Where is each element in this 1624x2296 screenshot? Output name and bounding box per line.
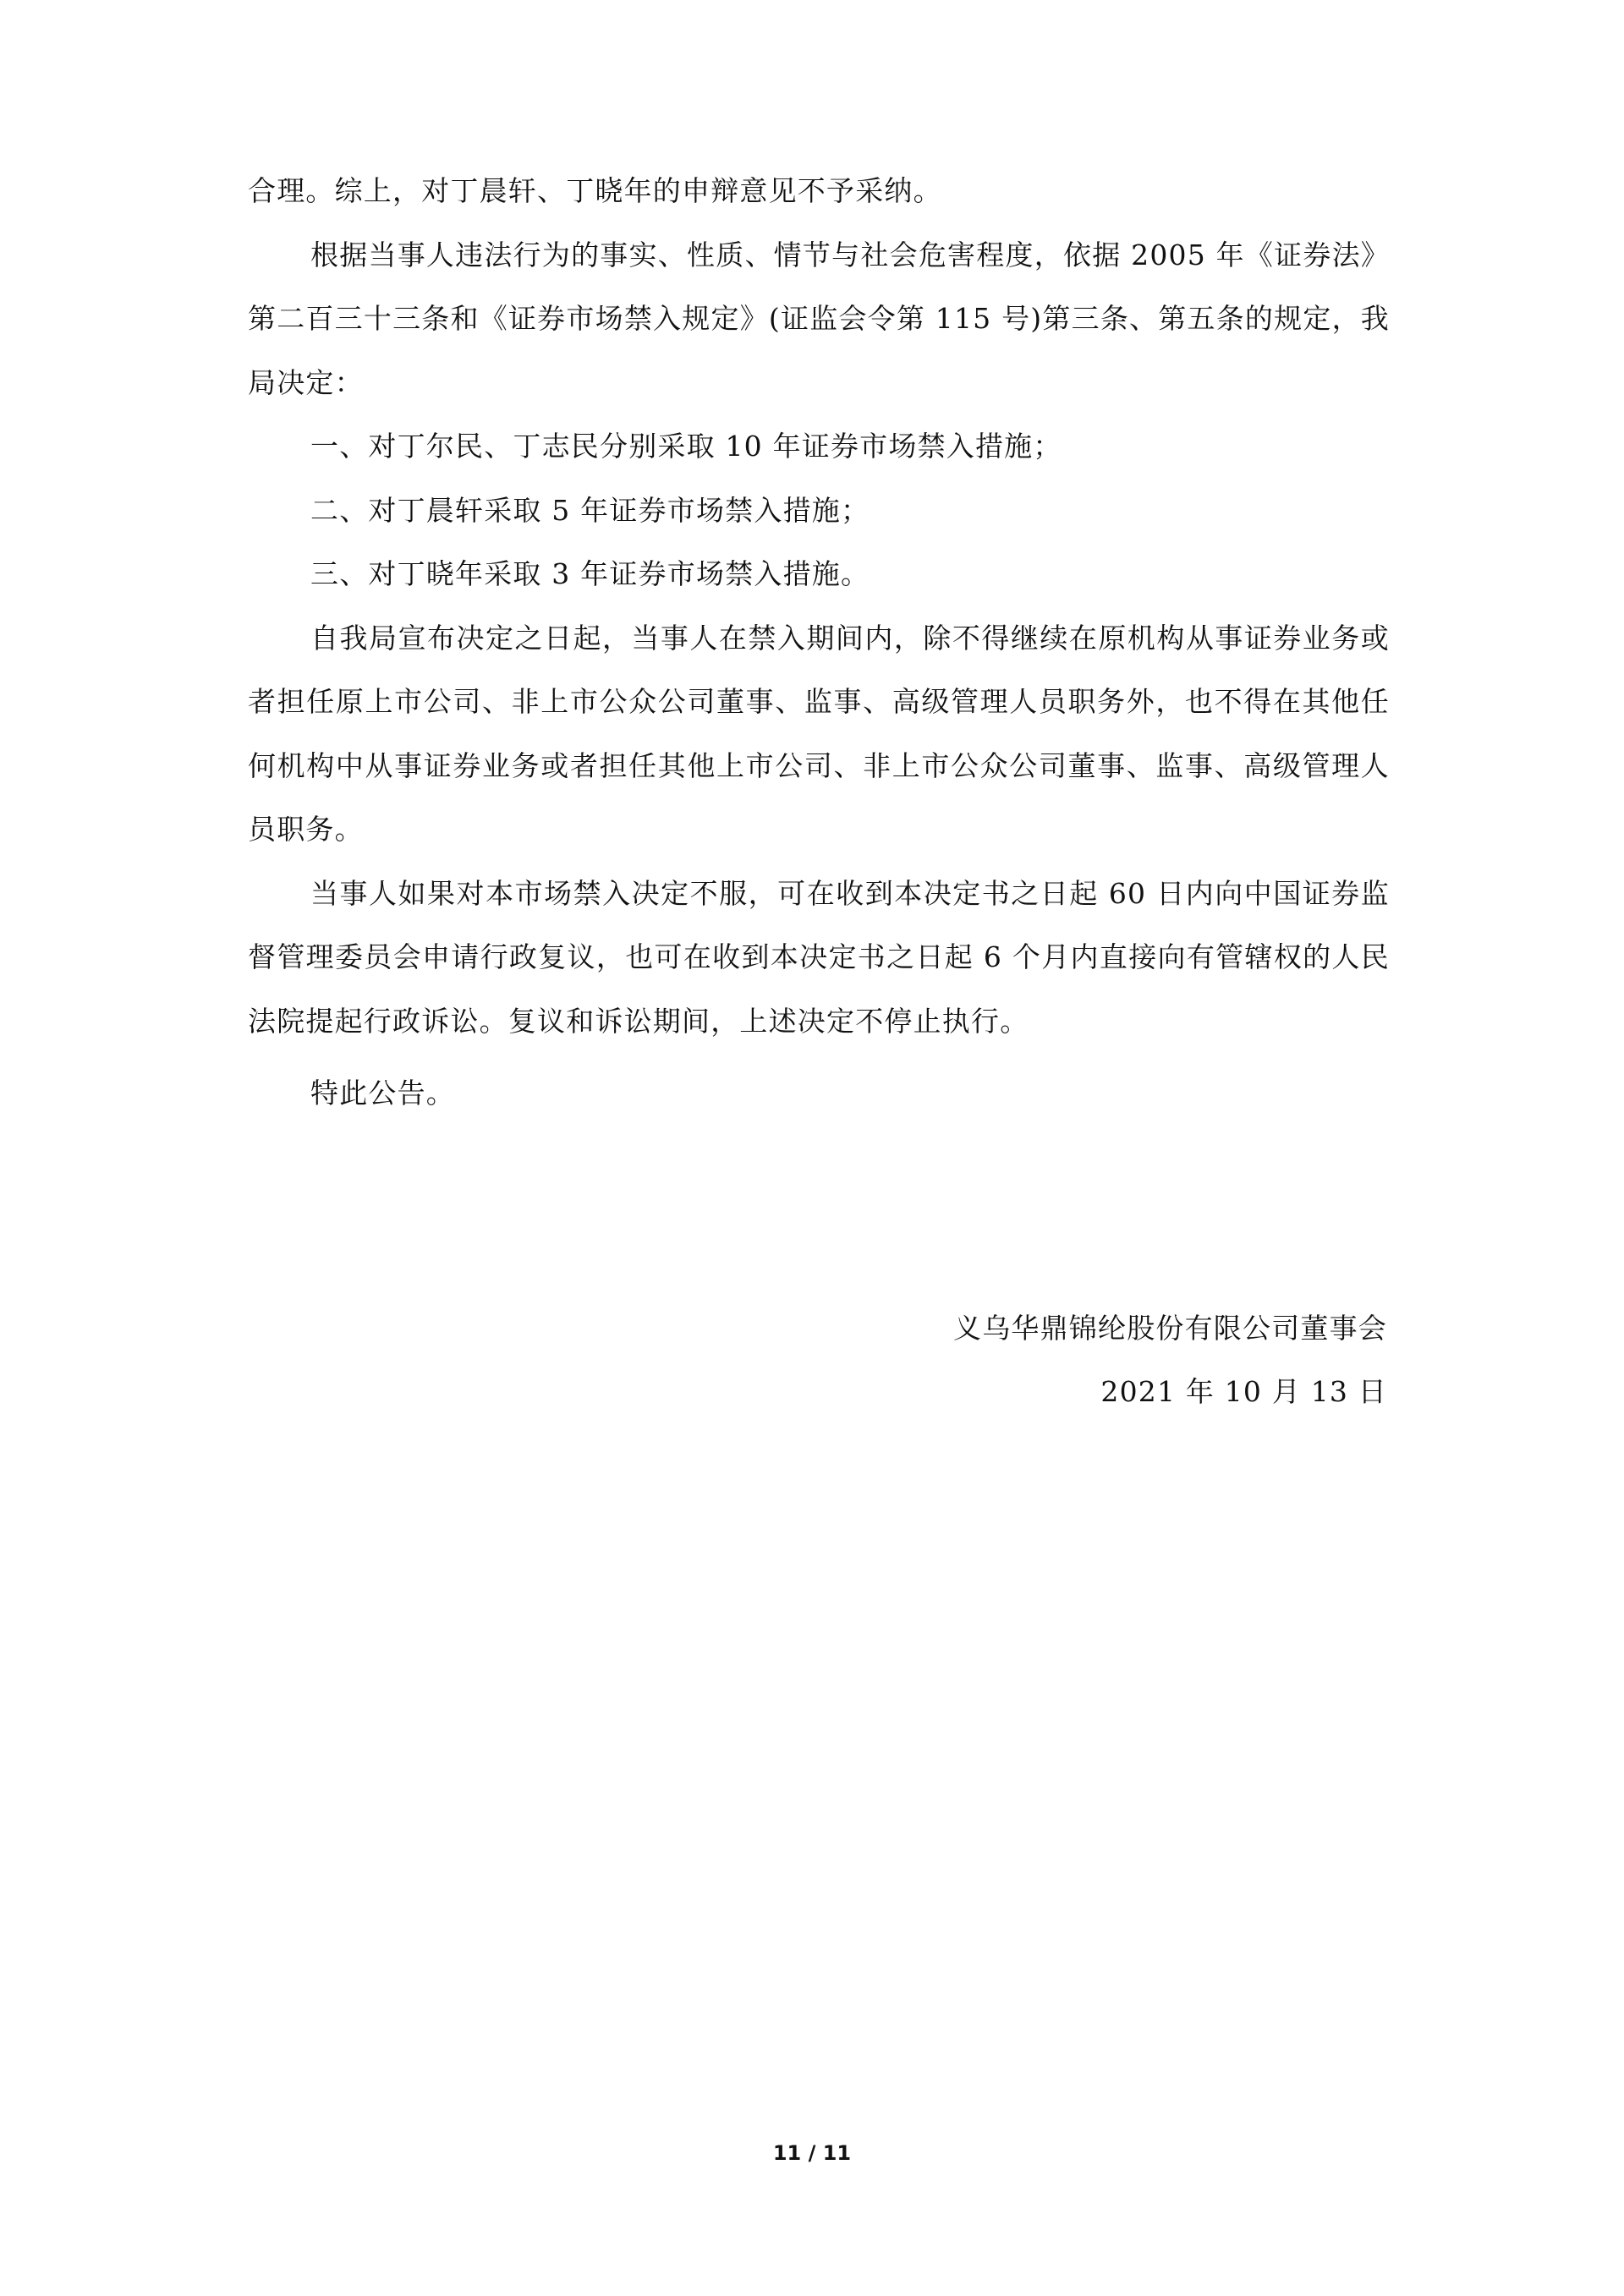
paragraph-announcement: 特此公告。 [310,1077,455,1110]
paragraph-appeal: 当事人如果对本市场禁入决定不服，可在收到本决定书之日起 60 日内向中国证券监督管理委员会申请行政复议，也可在收到本决定书之日起 6 个月内直接向有管辖权的人民法院提起行政诉讼。复议和诉讼期间，上述决定不停止执行。 [248,876,1390,1038]
paragraph-ban-scope: 自我局宣布决定之日起，当事人在禁入期间内，除不得继续在原机构从事证券业务或者担任原上市公司、非上市公众公司董事、监事、高级管理人员职务外，也不得在其他任何机构中从事证券业务或者担任其他上市公司、非上市公众公司董事、监事、高级管理人员职务。 [248,621,1390,846]
signature-organization: 义乌华鼎锦纶股份有限公司董事会 [953,1312,1387,1345]
signature-date: 2021 年 10 月 13 日 [1100,1375,1387,1408]
document-body [248,159,1390,1126]
decision-item-3: 三、对丁晓年采取 3 年证券市场禁入措施。 [310,557,870,590]
page-number: 11 / 11 [772,2141,852,2165]
paragraph-conclusion: 合理。综上，对丁晨轩、丁晓年的申辩意见不予采纳。 [248,174,942,207]
decision-item-1: 一、对丁尔民、丁志民分别采取 10 年证券市场禁入措施； [310,430,1062,463]
paragraph-basis: 根据当事人违法行为的事实、性质、情节与社会危害程度，依据 2005 年《证券法》第二百三十三条和《证券市场禁入规定》(证监会令第 115 号)第三条、第五条的规定，我局决定： [248,238,1390,399]
decision-item-2: 二、对丁晨轩采取 5 年证券市场禁入措施； [310,493,870,527]
